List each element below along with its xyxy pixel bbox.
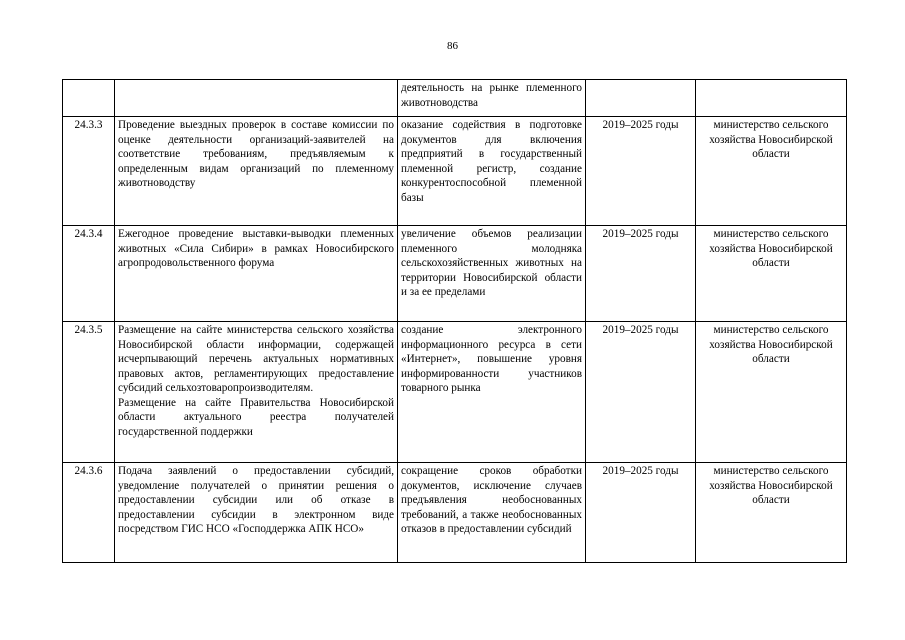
cell-activity	[115, 80, 398, 117]
activity-paragraph: Размещение на сайте Правительства Новосибирской области актуального реестра получателей государственной поддержки	[118, 396, 394, 438]
cell-activity: Подача заявлений о предоставлении субсидий, уведомление получателей о принятии решения о предоставлении субсидии или об отказе в предоставлении субсидии в электронном виде посредством ГИС НСО «Господдержка АПК НСО»	[115, 463, 398, 563]
table-row	[63, 463, 847, 563]
table-row-continuation	[63, 80, 847, 117]
cell-period: 2019–2025 годы	[586, 322, 696, 463]
cell-activity	[115, 322, 398, 463]
cell-activity: Ежегодное проведение выставки-выводки племенных животных «Сила Сибири» в рамках Новосибирского агропродовольственного форума	[115, 226, 398, 322]
measures-table	[62, 79, 847, 563]
cell-period: 2019–2025 годы	[586, 117, 696, 226]
cell-period: 2019–2025 годы	[586, 463, 696, 563]
cell-result: оказание содействия в подготовке документов для включения предприятий в государственный племенной регистр, создание конкурентоспособной племенной базы	[398, 117, 586, 226]
cell-responsible: министерство сельского хозяйства Новосибирской области	[696, 226, 847, 322]
table-row	[63, 226, 847, 322]
cell-number	[63, 80, 115, 117]
cell-responsible: министерство сельского хозяйства Новосибирской области	[696, 322, 847, 463]
table-row	[63, 322, 847, 463]
activity-paragraph: Размещение на сайте министерства сельского хозяйства Новосибирской области информации, содержащей исчерпывающий перечень актуальных нормативных правовых актов, регламентирующих предоставление субсидий сельхозтоваропроизводителям.	[118, 324, 394, 394]
cell-period	[586, 80, 696, 117]
page-number: 86	[447, 40, 458, 52]
cell-period: 2019–2025 годы	[586, 226, 696, 322]
cell-number: 24.3.4	[63, 226, 115, 322]
cell-result: деятельность на рынке племенного животноводства	[398, 80, 586, 117]
cell-number: 24.3.6	[63, 463, 115, 563]
cell-result: увеличение объемов реализации племенного молодняка сельскохозяйственных животных на территории Новосибирской области и за ее пределами	[398, 226, 586, 322]
cell-number: 24.3.3	[63, 117, 115, 226]
cell-responsible	[696, 80, 847, 117]
cell-responsible: министерство сельского хозяйства Новосибирской области	[696, 117, 847, 226]
cell-result: сокращение сроков обработки документов, исключение случаев предъявления необоснованных требований, а также необоснованных отказов в предоставлении субсидий	[398, 463, 586, 563]
cell-responsible: министерство сельского хозяйства Новосибирской области	[696, 463, 847, 563]
table-row	[63, 117, 847, 226]
cell-result: создание электронного информационного ресурса в сети «Интернет», повышение уровня информированности участников товарного рынка	[398, 322, 586, 463]
cell-activity: Проведение выездных проверок в составе комиссии по оценке деятельности организаций-заявителей на соответствие требованиям, предъявляемым к определенным видам организаций по племенному животноводству	[115, 117, 398, 226]
cell-number: 24.3.5	[63, 322, 115, 463]
